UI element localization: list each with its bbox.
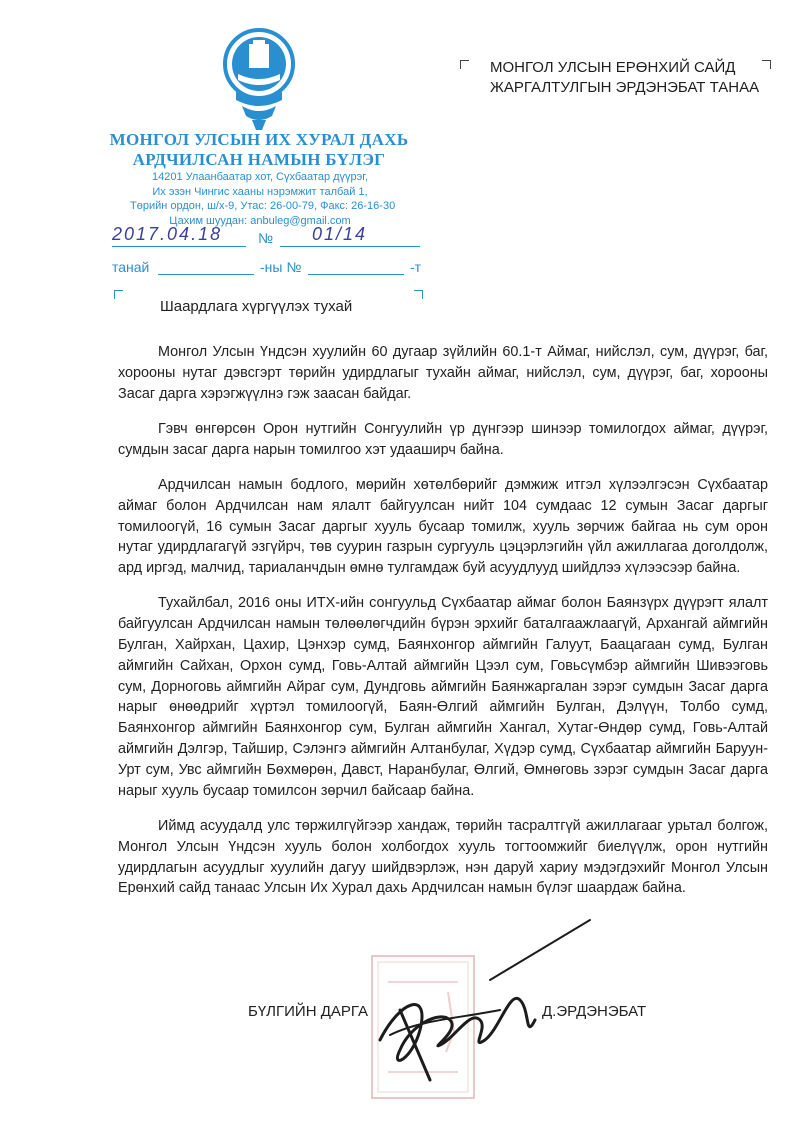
ref-mid: -ны № [260,259,302,275]
corner-mark [114,290,123,299]
body-paragraph: Иймд асуудалд улс төржилгүйгээр хандаж, төрийн тасралтгүй ажиллагааг урьтал болгож, Монгол Улсын Үндсэн хууль болон холбогдох хууль тогтоомжийг биелүүлж, орон нутгийн удирдлагын асуудлыг хуулийн дагуу шийдвэрлэж, нэн даруй хариу мэдэгдэхийг Монгол Улсын Ерөнхий сайд танаас Улсын Их Хурал дахь Ардчилсан намын бүлэг шаардаж байна. [118,817,768,897]
letter-number: 01/14 [312,224,368,244]
letter-subject: Шаардлага хүргүүлэх тухай [160,298,353,315]
ref-number-line [308,274,404,275]
signatory-title: БҮЛГИЙН ДАРГА [248,1003,369,1020]
recipient-block [490,58,770,98]
recipient-name: ЖАРГАЛТУЛГЫН ЭРДЭНЭБАТ ТАНАА [490,79,760,96]
address-email: Цахим шуудан: anbuleg@gmail.com [169,214,351,227]
date-underline [112,246,246,247]
handwritten-signature [360,900,620,1100]
body-paragraph: Ардчилсан намын бодлого, мөрийн хөтөлбөрийг дэмжиж итгэл хүлээлгэсэн Сүхбаатар аймаг болон Ардчилсан нам ялалт байгуулсан нийт 104 сумдаас 12 сумын Засаг даргыг томилоогүй, 16 сумын Засаг даргыг хууль бусаар томилж, хууль зөрчиж байгаа нь сум орон нутаг удирдлагагүй эзгүйрч, төв суурин газрын сургууль цэцэрлэгийн үйл ажиллагаа доголдолж, ард иргэд, малчид, тариаланчдын өмнө тулгамдаж буй асуудлууд шийдлээ хүлээсээр байна. [118,476,768,577]
ref-prefix: танай [112,259,150,275]
state-emblem-icon [222,20,296,132]
number-underline [280,246,420,247]
recipient-title: МОНГОЛ УЛСЫН ЕРӨНХИЙ САЙД [490,59,736,76]
ref-date-line [158,274,254,275]
address-line: 14201 Улаанбаатар хот, Сүхбаатар дүүрэг, [152,171,368,183]
corner-mark [460,60,469,69]
body-paragraph: Гэвч өнгөрсөн Орон нутгийн Сонгуулийн үр дүнгээр шинээр томилогдох аймаг, дүүрэг, сумдын засаг дарга нарын томилгоо хэт удааширч байна. [118,420,768,458]
number-label: № [258,230,274,246]
ref-suffix: -т [410,259,422,275]
letter-body [118,342,768,914]
address-line: Төрийн ордон, ш/х-9, Утас: 26-00-79, Факс: 26-16-30 [130,200,396,212]
body-paragraph: Тухайлбал, 2016 оны ИТХ-ийн сонгуульд Сүхбаатар аймаг болон Баянзүрх дүүрэгт ялалт байгуулсан Ардчилсан намын төлөөлөгчдийн бүрэн эрхийг баталгаажлаагүй, Архангай аймгийн Булган, Хайрхан, Цахир, Цэнхэр сумд, Баянхонгор аймгийн Галуут, Баацагаан сумд, Булган аймгийн Сайхан, Орхон сумд, Говь-Алтай аймгийн Цээл сум, Говьсүмбэр аймгийн Шивээговь сум, Дорноговь аймгийн Айраг сум, Дундговь аймгийн Баянжаргалан зэрэг сумдын Засаг дарга нарыг өнөөдрийг хүртэл томилоогүй, Баян-Өлгий аймгийн Булган, Дэлүүн, Толбо сумд, Баянхонгор аймгийн Баянхонгор сум, Булган аймгийн Хангал, Хутаг-Өндөр сумд, Говь-Алтай аймгийн Дэлгэр, Тайшир, Сэлэнгэ аймгийн Алтанбулаг, Хүдэр сумд, Сүхбаатар аймгийн Баруун-Урт сум, Увс аймгийн Бөхмөрөн, Давст, Наранбулаг, Өлгий, Өмнөговь зэрэг сумдын Засаг дарга нарыг хууль бусаар томилсон зөрчил байсаар байна. [118,595,768,799]
org-line-2: АРДЧИЛСАН НАМЫН БҮЛЭГ [132,150,386,169]
corner-mark [414,290,423,299]
org-line-1: МОНГОЛ УЛСЫН ИХ ХУРАЛ ДАХЬ [109,130,409,149]
address-line: Их эзэн Чингис хааны нэрэмжит талбай 1, [152,185,368,198]
body-paragraph: Монгол Улсын Үндсэн хуулийн 60 дугаар зүйлийн 60.1-т Аймаг, нийслэл, сум, дүүрэг, баг, хорооны нутаг дэвсгэрт төрийн удирдлагыг тухайн аймаг, нийслэл, сум, дүүрэг, баг, хорооны Засаг дарга хэрэгжүүлнэ гэж заасан байдаг. [118,344,768,402]
date-number-row [112,226,422,250]
signatory-name: Д.ЭРДЭНЭБАТ [542,1003,647,1020]
reference-row [112,259,432,281]
letter-date: 2017.04.18 [112,224,223,244]
organization-name [100,130,418,170]
organization-address [130,170,396,228]
